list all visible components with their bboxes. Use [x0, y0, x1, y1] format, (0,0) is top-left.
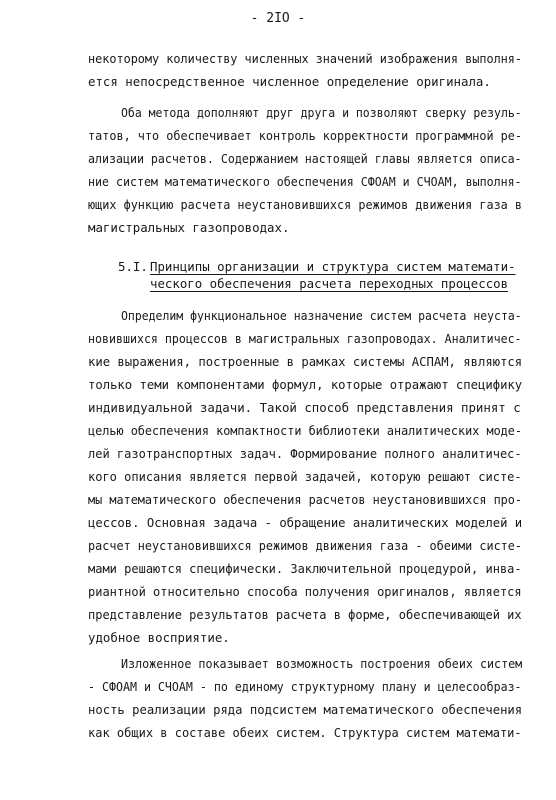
text-line: мы математического обеспечения расчетов неустановившихся про-: [88, 492, 523, 507]
text-line: новившихся процессов в магистральных газопроводах. Аналитичес-: [88, 331, 522, 346]
text-line: некоторому количеству численных значений изображения выполня-: [88, 51, 523, 66]
text-line: только теми компонентами формул, которые отражают специфику: [88, 377, 523, 392]
text-line: - СФОАМ и СЧОАМ - по единому структурному плану и целесообраз-: [88, 679, 522, 694]
text-line: представление результатов расчета в форме, обеспечивающей их: [88, 607, 522, 622]
text-line: мами решаются специфически. Заключительной процедурой, инва-: [88, 561, 522, 576]
text-line: цессов. Основная задача - обращение аналитических моделей и: [88, 515, 523, 530]
text-line: магистральных газопроводах.: [88, 220, 290, 235]
text-line: расчет неустановившихся режимов движения газа - обеими систе-: [88, 538, 523, 553]
text-line: ющих функцию расчета неустановившихся режимов движения газа в: [88, 197, 523, 212]
text-line: Оба метода дополняют друг друга и позволяют сверку резуль-: [121, 105, 522, 120]
text-line: ется непосредственное численное определение оригинала.: [88, 74, 491, 89]
text-line: Изложенное показывает возможность построения обеих систем: [121, 656, 523, 671]
text-line: как общих в составе обеих систем. Структура систем математи-: [88, 725, 522, 740]
text-line: Определим функциональное назначение систем расчета неуста-: [121, 308, 522, 323]
text-line: ние систем математического обеспечения СФОАМ и СЧОАМ, выполня-: [88, 174, 522, 189]
page-number: - 2IO -: [250, 11, 306, 26]
text-line: ность реализации ряда подсистем математического обеспечения: [88, 702, 523, 717]
section-heading-line: ческого обеспечения расчета переходных процессов: [150, 276, 509, 291]
text-line: лей газотранспортных задач. Формирование полного аналитичес-: [88, 446, 522, 461]
text-line: целью обеспечения компактности библиотеки аналитических моде-: [88, 423, 523, 438]
text-line: татов, что обеспечивает контроль корректности программной ре-: [88, 128, 523, 143]
text-line: кого описания является первой задачей, которую решают систе-: [88, 469, 522, 484]
text-line: кие выражения, построенные в рамках системы АСПАМ, являются: [88, 354, 523, 369]
text-line: удобное восприятие.: [88, 630, 230, 645]
text-line: риантной относительно способа получения оригиналов, является: [88, 584, 522, 599]
section-heading-line: Принципы организации и структура систем математи-: [150, 259, 516, 274]
text-line: ализации расчетов. Содержанием настоящей главы является описа-: [88, 151, 522, 166]
section-number: 5.I.: [118, 259, 148, 274]
text-line: индивидуальной задачи. Такой способ представления принят с: [88, 400, 521, 415]
